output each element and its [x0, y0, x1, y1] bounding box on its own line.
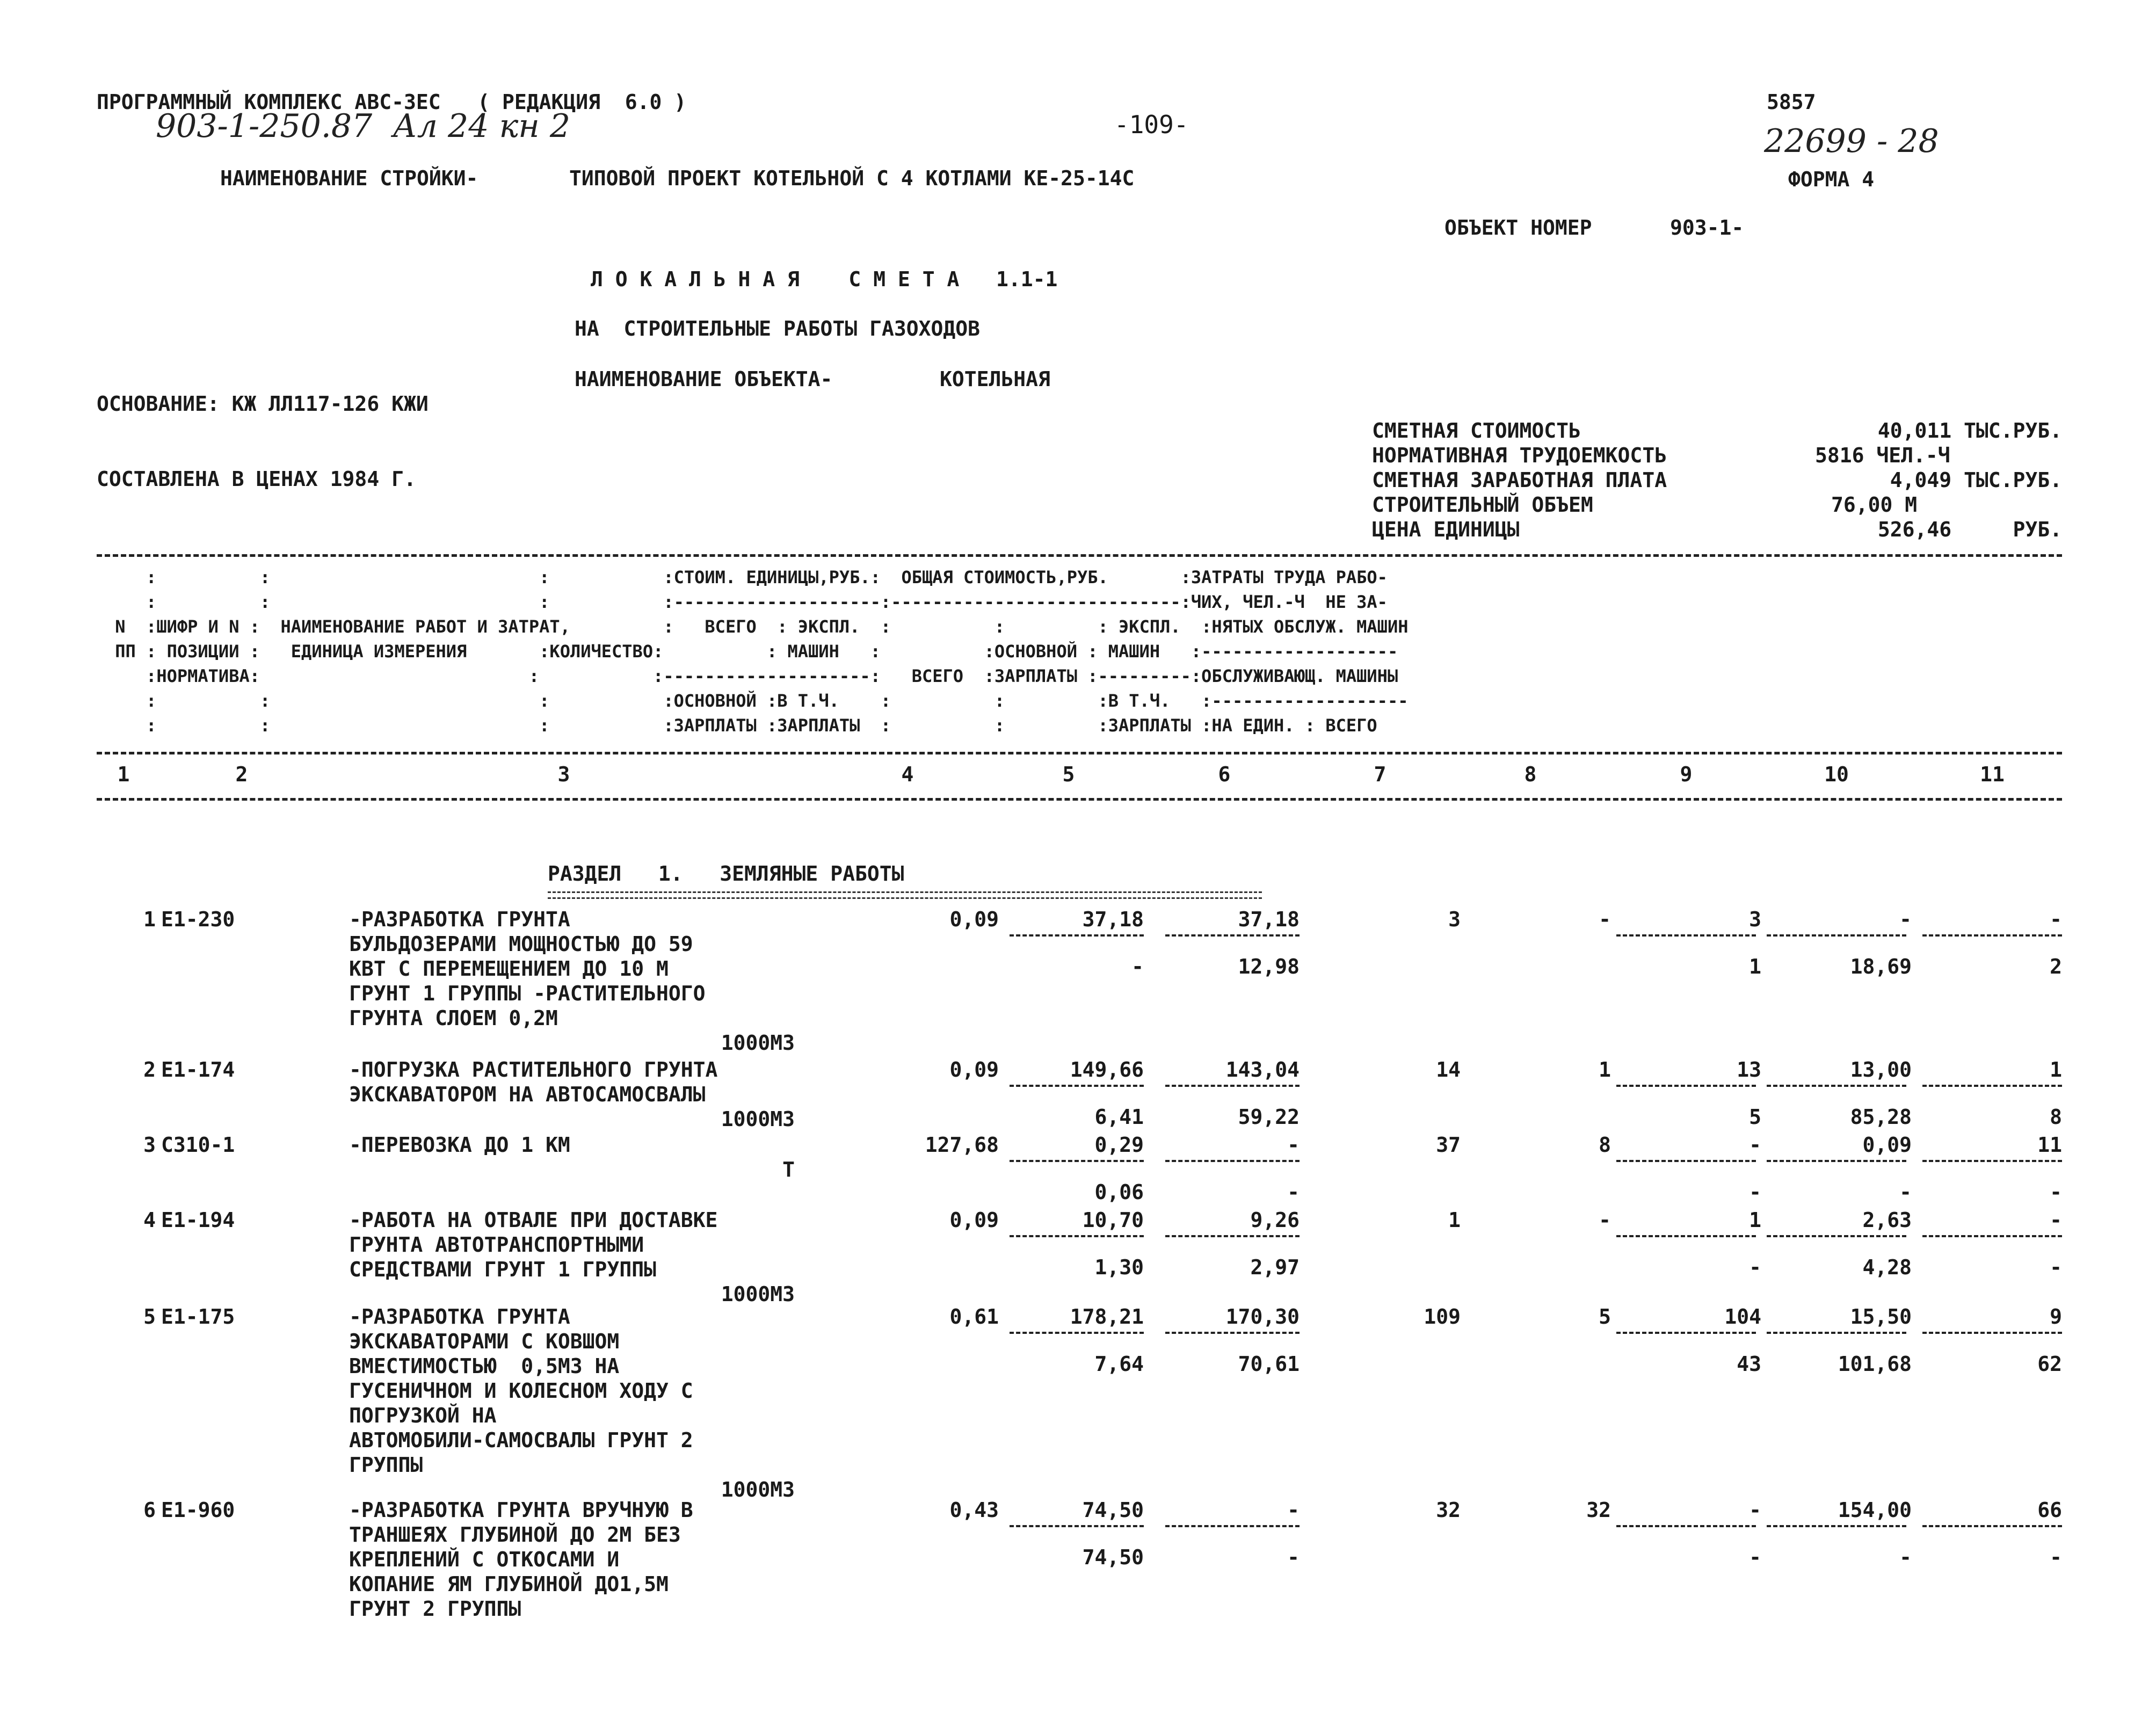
item-c5b: -	[1131, 955, 1144, 978]
item-c9b: -	[1749, 1545, 1761, 1569]
item-unit: 1000М3	[721, 1478, 795, 1501]
column-number: 7	[1374, 763, 1386, 786]
item-c9: 3	[1749, 908, 1761, 931]
item-c5: 37,18	[1082, 908, 1144, 931]
cell-divider-rule	[1616, 1525, 1756, 1527]
program-line: ПРОГРАММНЫЙ КОМПЛЕКС АВС-ЗЕС ( РЕДАКЦИЯ 6.0 )	[97, 90, 687, 114]
summary-label: НОРМАТИВНАЯ ТРУДОЕМКОСТЬ	[1372, 444, 1667, 467]
item-name-line: ТРАНШЕЯХ ГЛУБИНОЙ ДО 2М БЕЗ	[349, 1523, 681, 1547]
item-c10: 154,00	[1838, 1498, 1912, 1522]
item-quantity: 0,09	[949, 1058, 999, 1081]
column-number: 11	[1980, 763, 2005, 786]
cell-divider-rule	[1010, 1525, 1144, 1527]
item-c8: 1	[1599, 1058, 1611, 1081]
cell-divider-rule	[1010, 1160, 1144, 1162]
cell-divider-rule	[1165, 934, 1300, 937]
item-name-line: -РАЗРАБОТКА ГРУНТА	[349, 908, 570, 931]
item-name-line: -ПОГРУЗКА РАСТИТЕЛЬНОГО ГРУНТА	[349, 1058, 718, 1081]
section-underline	[548, 891, 1262, 899]
item-c5: 178,21	[1070, 1305, 1144, 1329]
cell-divider-rule	[1010, 1332, 1144, 1334]
cell-divider-rule	[1922, 934, 2062, 937]
cell-divider-rule	[1165, 1235, 1300, 1237]
cell-divider-rule	[1165, 1085, 1300, 1087]
summary-value: 526,46 РУБ.	[1877, 518, 2062, 541]
cell-divider-rule	[1616, 1160, 1756, 1162]
cell-divider-rule	[1616, 1085, 1756, 1087]
code-top-right: 5857	[1767, 90, 1816, 114]
item-name-line: ГРУНТ 1 ГРУППЫ -РАСТИТЕЛЬНОГО	[349, 982, 706, 1005]
item-name-line: БУЛЬДОЗЕРАМИ МОЩНОСТЬЮ ДО 59	[349, 932, 693, 956]
item-c10: 15,50	[1850, 1305, 1912, 1329]
column-number: 4	[901, 763, 914, 786]
item-c10: 13,00	[1850, 1058, 1912, 1081]
item-c6: 143,04	[1225, 1058, 1300, 1081]
prices-line: СОСТАВЛЕНА В ЦЕНАХ 1984 Г.	[97, 467, 416, 491]
item-c9: -	[1749, 1133, 1761, 1157]
item-code: С310-1	[161, 1133, 235, 1157]
item-c6: -	[1287, 1498, 1300, 1522]
item-name-line: -РАЗРАБОТКА ГРУНТА	[349, 1305, 570, 1329]
item-quantity: 0,43	[949, 1498, 999, 1522]
item-c10b: 4,28	[1862, 1255, 1912, 1279]
column-number: 10	[1824, 763, 1849, 786]
page-number: -109-	[1114, 110, 1189, 139]
header-line: : : : :--------------------:----------------------------:ЧИХ, ЧЕЛ.-Ч НЕ ЗА-	[105, 592, 1388, 612]
column-number: 9	[1680, 763, 1693, 786]
item-c9: 1	[1749, 1208, 1761, 1232]
column-number: 2	[235, 763, 248, 786]
cell-divider-rule	[1922, 1160, 2062, 1162]
item-c11: -	[2050, 908, 2062, 931]
item-c9b: 5	[1749, 1105, 1761, 1129]
cell-divider-rule	[1165, 1160, 1300, 1162]
item-number: 3	[143, 1133, 156, 1157]
item-name-line: -ПЕРЕВОЗКА ДО 1 КМ	[349, 1133, 570, 1157]
item-c9b: 1	[1749, 955, 1761, 978]
construction-name: ТИПОВОЙ ПРОЕКТ КОТЕЛЬНОЙ С 4 КОТЛАМИ КЕ-25-14С	[569, 166, 1135, 190]
item-c10b: -	[1899, 1180, 1912, 1204]
item-c5b: 7,64	[1094, 1352, 1144, 1376]
item-c8: -	[1599, 1208, 1611, 1232]
item-c9: 13	[1737, 1058, 1761, 1081]
header-line: : : : :СТОИМ. ЕДИНИЦЫ,РУБ.: ОБЩАЯ СТОИМОСТЬ,РУБ. :ЗАТРАТЫ ТРУДА РАБО-	[105, 567, 1388, 587]
item-quantity: 0,61	[949, 1305, 999, 1329]
item-number: 2	[143, 1058, 156, 1081]
item-number: 4	[143, 1208, 156, 1232]
cell-divider-rule	[1165, 1332, 1300, 1334]
section-title: РАЗДЕЛ 1. ЗЕМЛЯНЫЕ РАБОТЫ	[548, 862, 904, 885]
object-name: КОТЕЛЬНАЯ	[940, 367, 1050, 391]
item-c6: 9,26	[1250, 1208, 1300, 1232]
item-name-line: КОПАНИЕ ЯМ ГЛУБИНОЙ ДО1,5М	[349, 1572, 669, 1596]
cell-divider-rule	[1767, 1085, 1906, 1087]
header-line: N :ШИФР И N : НАИМЕНОВАНИЕ РАБОТ И ЗАТРАТ, : ВСЕГО : ЭКСПЛ. : : : ЭКСПЛ. :НЯТЫХ ОБСЛУЖ. МАШИН	[105, 616, 1409, 637]
item-c10: 0,09	[1862, 1133, 1912, 1157]
cell-divider-rule	[1165, 1525, 1300, 1527]
item-c9b: -	[1749, 1255, 1761, 1279]
item-name-line: ВМЕСТИМОСТЬЮ 0,5М3 НА	[349, 1354, 620, 1378]
item-name-line: ГРУНТА СЛОЕМ 0,2М	[349, 1006, 558, 1030]
item-c8: -	[1599, 908, 1611, 931]
item-c6: 170,30	[1225, 1305, 1300, 1329]
document-title: Л О К А Л Ь Н А Я С М Е Т А 1.1-1	[591, 267, 1058, 291]
item-name-line: КВТ С ПЕРЕМЕЩЕНИЕМ ДО 10 М	[349, 957, 669, 981]
item-c9b: 43	[1737, 1352, 1761, 1376]
item-code: Е1-174	[161, 1058, 235, 1081]
item-code: Е1-960	[161, 1498, 235, 1522]
item-c11: -	[2050, 1208, 2062, 1232]
item-c11b: -	[2050, 1180, 2062, 1204]
cell-divider-rule	[1922, 1085, 2062, 1087]
item-name-line: -РАБОТА НА ОТВАЛЕ ПРИ ДОСТАВКЕ	[349, 1208, 718, 1232]
item-number: 6	[143, 1498, 156, 1522]
document-subtitle: НА СТРОИТЕЛЬНЫЕ РАБОТЫ ГАЗОХОДОВ	[575, 317, 980, 340]
table-header	[105, 565, 1408, 738]
header-line: ПП : ПОЗИЦИИ : ЕДИНИЦА ИЗМЕРЕНИЯ :КОЛИЧЕСТВО: : МАШИН : :ОСНОВНОЙ : МАШИН :-------------------	[105, 641, 1398, 662]
object-number: 903-1-	[1670, 216, 1744, 239]
cell-divider-rule	[1767, 1160, 1906, 1162]
item-name-line: ГУСЕНИЧНОМ И КОЛЕСНОМ ХОДУ С	[349, 1379, 693, 1403]
item-c9b: -	[1749, 1180, 1761, 1204]
column-number: 8	[1524, 763, 1537, 786]
item-c11: 11	[2037, 1133, 2062, 1157]
object-name-label: НАИМЕНОВАНИЕ ОБЪЕКТА-	[575, 367, 833, 391]
column-number: 3	[557, 763, 570, 786]
item-c5b: 1,30	[1094, 1255, 1144, 1279]
item-c6b: 59,22	[1238, 1105, 1300, 1129]
basis-line: ОСНОВАНИЕ: КЖ ЛЛ117-126 КЖИ	[97, 392, 429, 416]
summary-value: 4,049 ТЫС.РУБ.	[1890, 468, 2062, 492]
item-code: Е1-230	[161, 908, 235, 931]
item-quantity: 127,68	[925, 1133, 999, 1157]
item-c7: 37	[1436, 1133, 1461, 1157]
item-c5: 0,29	[1094, 1133, 1144, 1157]
item-name-line: ГРУНТА АВТОТРАНСПОРТНЫМИ	[349, 1233, 644, 1257]
item-c11b: -	[2050, 1255, 2062, 1279]
cell-divider-rule	[1767, 1332, 1906, 1334]
summary-label: ЦЕНА ЕДИНИЦЫ	[1372, 518, 1520, 541]
item-unit: Т	[782, 1158, 795, 1181]
item-c8: 32	[1586, 1498, 1611, 1522]
column-number: 5	[1062, 763, 1075, 786]
cell-divider-rule	[1010, 934, 1144, 937]
item-name-line: ГРУНТ 2 ГРУППЫ	[349, 1597, 521, 1621]
item-c5: 149,66	[1070, 1058, 1144, 1081]
item-c11: 1	[2050, 1058, 2062, 1081]
cell-divider-rule	[1767, 934, 1906, 937]
summary-label: СМЕТНАЯ ЗАРАБОТНАЯ ПЛАТА	[1372, 468, 1667, 492]
item-name-line: КРЕПЛЕНИЙ С ОТКОСАМИ И	[349, 1548, 620, 1571]
item-c11b: -	[2050, 1545, 2062, 1569]
item-name-line: ПОГРУЗКОЙ НА	[349, 1404, 497, 1427]
header-bottom-rule	[97, 752, 2062, 754]
item-c7: 109	[1424, 1305, 1461, 1329]
item-number: 1	[143, 908, 156, 931]
handwritten-archive-number: 22699 - 28	[1764, 122, 1939, 160]
item-c8: 8	[1599, 1133, 1611, 1157]
cell-divider-rule	[1922, 1525, 2062, 1527]
item-c6b: 70,61	[1238, 1352, 1300, 1376]
item-c10: -	[1899, 908, 1912, 931]
item-unit: 1000М3	[721, 1031, 795, 1055]
cell-divider-rule	[1010, 1235, 1144, 1237]
item-c11b: 2	[2050, 955, 2062, 978]
item-c7: 14	[1436, 1058, 1461, 1081]
item-c5b: 0,06	[1094, 1180, 1144, 1204]
item-c5b: 6,41	[1094, 1105, 1144, 1129]
item-c8: 5	[1599, 1305, 1611, 1329]
item-c6: 37,18	[1238, 908, 1300, 931]
item-c7: 3	[1448, 908, 1461, 931]
cell-divider-rule	[1010, 1085, 1144, 1087]
item-c5: 74,50	[1082, 1498, 1144, 1522]
item-c5b: 74,50	[1082, 1545, 1144, 1569]
cell-divider-rule	[1767, 1525, 1906, 1527]
summary-value: 76,00 М	[1831, 493, 1918, 517]
item-code: Е1-175	[161, 1305, 235, 1329]
item-c6b: -	[1287, 1545, 1300, 1569]
summary-value: 40,011 ТЫС.РУБ.	[1877, 419, 2062, 442]
item-name-line: ЭКСКАВАТОРОМ НА АВТОСАМОСВАЛЫ	[349, 1083, 706, 1106]
column-number-rule	[97, 798, 2062, 801]
construction-label: НАИМЕНОВАНИЕ СТРОЙКИ-	[220, 166, 478, 190]
header-line: :НОРМАТИВА: : :--------------------: ВСЕГО :ЗАРПЛАТЫ :---------:ОБСЛУЖИВАЮЩ. МАШИНЫ	[105, 666, 1398, 686]
item-c10b: 85,28	[1850, 1105, 1912, 1129]
header-line: : : : :ЗАРПЛАТЫ :ЗАРПЛАТЫ : : :ЗАРПЛАТЫ :НА ЕДИН. : ВСЕГО	[105, 715, 1377, 736]
object-number-label: ОБЪЕКТ НОМЕР	[1444, 216, 1592, 239]
item-unit: 1000М3	[721, 1107, 795, 1131]
item-c10b: 18,69	[1850, 955, 1912, 978]
item-number: 5	[143, 1305, 156, 1329]
item-unit: 1000М3	[721, 1282, 795, 1306]
item-c6b: -	[1287, 1180, 1300, 1204]
item-c6b: 2,97	[1250, 1255, 1300, 1279]
item-code: Е1-194	[161, 1208, 235, 1232]
cell-divider-rule	[1922, 1332, 2062, 1334]
cell-divider-rule	[1616, 1332, 1756, 1334]
cell-divider-rule	[1922, 1235, 2062, 1237]
item-name-line: ГРУППЫ	[349, 1453, 423, 1477]
item-quantity: 0,09	[949, 1208, 999, 1232]
item-c11: 9	[2050, 1305, 2062, 1329]
item-c10b: -	[1899, 1545, 1912, 1569]
handwritten-project-code: 903-1-250.87 Ал 24 кн 2	[156, 107, 571, 145]
item-c5: 10,70	[1082, 1208, 1144, 1232]
cell-divider-rule	[1767, 1235, 1906, 1237]
cell-divider-rule	[1616, 934, 1756, 937]
summary-label: СМЕТНАЯ СТОИМОСТЬ	[1372, 419, 1581, 442]
item-c11b: 8	[2050, 1105, 2062, 1129]
item-c7: 1	[1448, 1208, 1461, 1232]
forma-label: ФОРМА 4	[1788, 168, 1875, 191]
summary-value: 5816 ЧЕЛ.-Ч	[1815, 444, 1950, 467]
item-name-line: -РАЗРАБОТКА ГРУНТА ВРУЧНУЮ В	[349, 1498, 693, 1522]
item-c6b: 12,98	[1238, 955, 1300, 978]
item-c9: 104	[1724, 1305, 1761, 1329]
header-line: : : : :ОСНОВНОЙ :В Т.Ч. : : :В Т.Ч. :-------------------	[105, 691, 1409, 711]
item-c11b: 62	[2037, 1352, 2062, 1376]
item-name-line: ЭКСКАВАТОРАМИ С КОВШОМ	[349, 1330, 620, 1353]
column-number: 6	[1218, 763, 1231, 786]
cell-divider-rule	[1616, 1235, 1756, 1237]
item-name-line: СРЕДСТВАМИ ГРУНТ 1 ГРУППЫ	[349, 1258, 656, 1281]
summary-label: СТРОИТЕЛЬНЫЙ ОБЪЕМ	[1372, 493, 1593, 517]
item-c10: 2,63	[1862, 1208, 1912, 1232]
item-quantity: 0,09	[949, 908, 999, 931]
item-c6: -	[1287, 1133, 1300, 1157]
item-c9: -	[1749, 1498, 1761, 1522]
table-top-rule	[97, 554, 2062, 557]
item-c11: 66	[2037, 1498, 2062, 1522]
item-c10b: 101,68	[1838, 1352, 1912, 1376]
item-c7: 32	[1436, 1498, 1461, 1522]
item-name-line: АВТОМОБИЛИ-САМОСВАЛЫ ГРУНТ 2	[349, 1428, 693, 1452]
column-number: 1	[117, 763, 130, 786]
